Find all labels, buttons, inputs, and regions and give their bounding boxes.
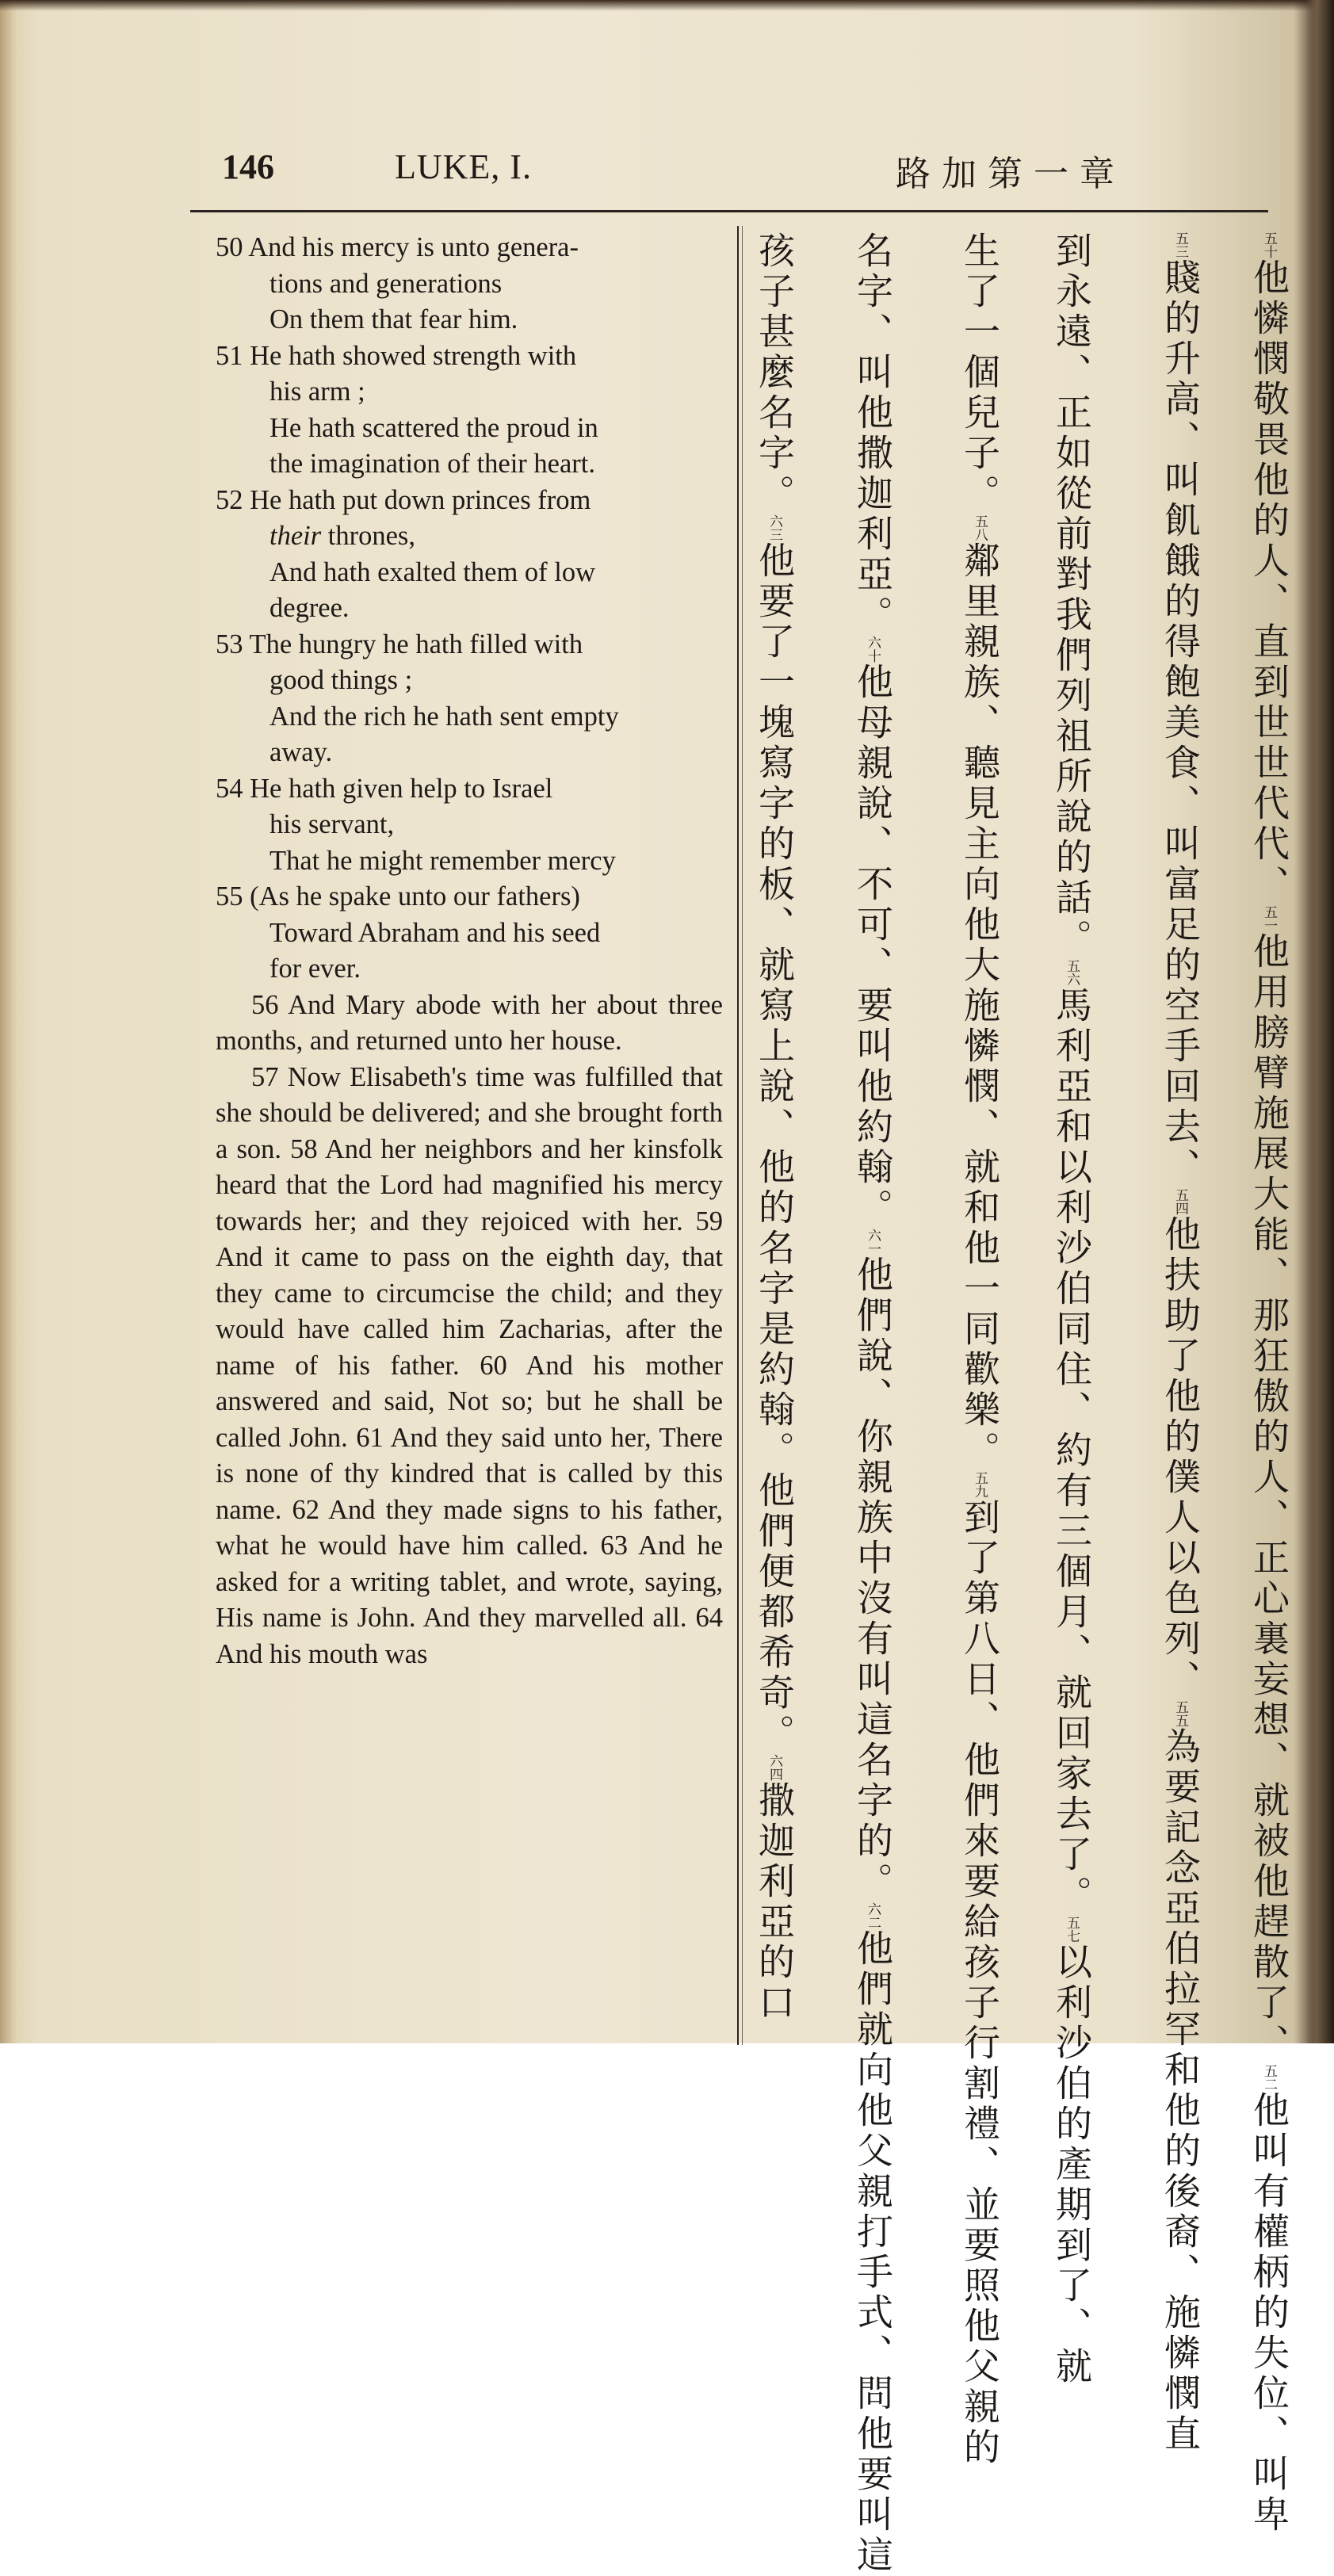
chinese-text: 他叫有權柄的失位、叫卑 bbox=[1248, 2091, 1290, 2536]
chinese-column bbox=[1049, 231, 1095, 2387]
chinese-text: 他用膀臂施展大能、那狂傲的人、正心裏妄想、就被他趕散了、 bbox=[1248, 932, 1290, 2064]
italic-word: their bbox=[269, 521, 322, 551]
verse-line: Toward Abraham and his seed bbox=[269, 917, 601, 948]
verse-line: the imagination of their heart. bbox=[269, 449, 595, 479]
verse-number: 五十 bbox=[1261, 231, 1277, 258]
verse-number: 五七 bbox=[1064, 1916, 1080, 1943]
english-column bbox=[216, 230, 723, 1672]
verse-line: 54 He hath given help to Israel bbox=[216, 773, 553, 804]
verse-line: good things ; bbox=[269, 665, 413, 695]
verse-number: 六十 bbox=[865, 636, 881, 663]
verse-line bbox=[216, 518, 723, 555]
chinese-text: 生了一個兒子。 bbox=[958, 231, 1001, 514]
verse-line: And the rich he hath sent empty bbox=[269, 701, 619, 732]
chinese-text: 撒迦利亞的口 bbox=[753, 1781, 796, 2024]
verse-number: 五五 bbox=[1172, 1700, 1188, 1727]
verse-number: 六三 bbox=[766, 514, 782, 541]
verse-number: 五二 bbox=[1261, 2064, 1277, 2091]
chinese-text: 到了第八日、他們來要給孩子行割禮、並要照他父親的 bbox=[958, 1498, 1001, 2468]
verse-line: for ever. bbox=[269, 954, 361, 984]
prose-paragraph: 57 Now Elisabeth's time was fulfilled that she should be delivered; and she brought forth a son. 58 And her neighbors and her kinsfolk heard that the Lord had magnified his mercy towards her; and they rejoiced with her. 59 And it came to pass on the eighth day, that they came to circumcise the child; and they would have called him Zacharias, after the name of his father. 60 And his mother answered and said, Not so; but he shall be called John. 61 And they said unto her, There is none of thy kindred that is called by this name. 62 And they made signs to his father, what he would have him called. 63 And he asked for a writing tablet, and wrote, saying, His name is John. And they marvelled all. 64 And his mouth was bbox=[216, 1061, 723, 1669]
page-left-edge bbox=[0, 0, 17, 2043]
verse-line: his servant, bbox=[269, 809, 395, 839]
chinese-text: 馬利亞和以利沙伯同住、約有三個月、就回家去了。 bbox=[1050, 986, 1093, 1916]
chinese-text: 以利沙伯的產期到了、就 bbox=[1050, 1943, 1093, 2387]
verse-number: 五四 bbox=[1172, 1188, 1188, 1215]
page-header bbox=[190, 147, 1268, 194]
verse-number: 五六 bbox=[1064, 959, 1080, 986]
verse-number: 五一 bbox=[1261, 905, 1277, 932]
page-number: 146 bbox=[222, 147, 274, 186]
verse-line: 52 He hath put down princes from bbox=[216, 484, 591, 515]
verse-line: tions and generations bbox=[269, 268, 503, 299]
chinese-column bbox=[1157, 231, 1203, 2455]
chinese-text: 鄰里親族、聽見主向他大施憐憫、就和他一同歡樂。 bbox=[958, 541, 1001, 1471]
chinese-text: 賤的升高、叫飢餓的得飽美食、叫富足的空手回去、 bbox=[1159, 258, 1202, 1188]
chinese-text: 為要記念亞伯拉罕和他的後裔、施憐憫直 bbox=[1159, 1727, 1202, 2455]
verse-line: And hath exalted them of low bbox=[269, 556, 596, 587]
verse-line: degree. bbox=[269, 593, 350, 623]
verse-line: 55 (As he spake unto our fathers) bbox=[216, 881, 580, 912]
verse-number: 六二 bbox=[865, 1902, 881, 1929]
header-rule bbox=[190, 210, 1268, 212]
verse-line: 53 The hungry he hath filled with bbox=[216, 629, 583, 659]
verse-line: his arm ; bbox=[269, 376, 365, 407]
chinese-text: 他們說、你親族中沒有叫這名字的。 bbox=[851, 1256, 894, 1902]
chinese-column bbox=[751, 231, 797, 2024]
verse-number: 五八 bbox=[972, 514, 988, 541]
chinese-text: 名字、叫他撒迦利亞。 bbox=[851, 231, 894, 636]
verse-line: On them that fear him. bbox=[269, 304, 518, 334]
column-divider bbox=[742, 226, 743, 2045]
chinese-column bbox=[850, 231, 896, 2576]
verse-line: 51 He hath showed strength with bbox=[216, 340, 577, 371]
chinese-text: 孩子甚麼名字。 bbox=[753, 231, 796, 514]
chinese-column bbox=[957, 231, 1003, 2468]
page-top-shadow bbox=[0, 0, 1334, 11]
prose-paragraph: 56 And Mary abode with her about three months, and returned unto her house. bbox=[216, 989, 723, 1056]
chinese-text: 到永遠、正如從前對我們列祖所說的話。 bbox=[1050, 231, 1093, 959]
chinese-chapter-title: 路加第一章 bbox=[896, 154, 1126, 194]
verse-line: 50 And his mercy is unto genera- bbox=[216, 232, 579, 262]
chinese-text: 他母親說、不可、要叫他約翰。 bbox=[851, 663, 894, 1229]
column-divider bbox=[737, 226, 739, 2045]
page-right-edge bbox=[1305, 0, 1334, 2043]
verse-number: 六四 bbox=[766, 1754, 782, 1781]
verse-text: thrones, bbox=[321, 521, 415, 551]
verse-line: That he might remember mercy bbox=[269, 845, 616, 876]
chinese-column bbox=[1246, 231, 1292, 2536]
chinese-text: 他扶助了他的僕人以色列、 bbox=[1159, 1215, 1202, 1700]
verse-number: 六一 bbox=[865, 1229, 881, 1256]
verse-number: 五三 bbox=[1172, 231, 1188, 258]
chinese-text: 他要了一塊寫字的板、就寫上說、他的名字是約翰。他們便都希奇。 bbox=[753, 541, 796, 1754]
verse-number: 五九 bbox=[972, 1471, 988, 1498]
verse-line: away. bbox=[269, 737, 333, 767]
verse-line: He hath scattered the proud in bbox=[269, 412, 598, 443]
chinese-text: 他憐憫敬畏他的人、直到世世代代、 bbox=[1248, 258, 1290, 905]
book-title: LUKE, I. bbox=[395, 147, 532, 186]
chinese-text: 他們就向他父親打手式、問他要叫這 bbox=[851, 1929, 894, 2576]
